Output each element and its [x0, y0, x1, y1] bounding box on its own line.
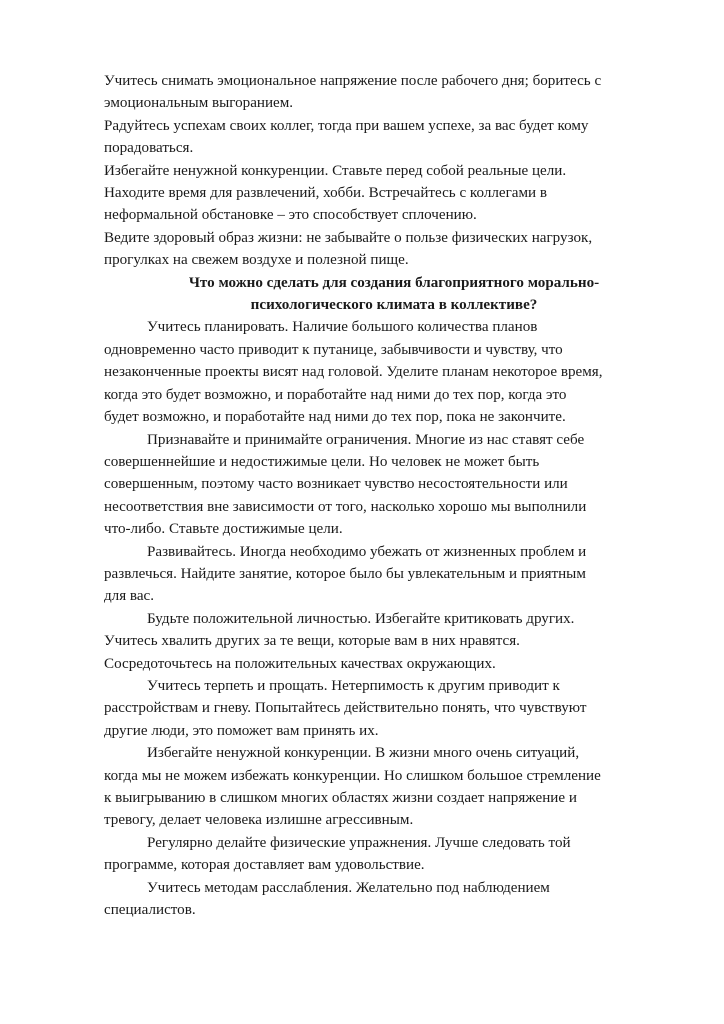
text-line: Учитесь планировать. Наличие большого количества планов [147, 319, 538, 336]
text-line: Сосредоточьтесь на положительных качествах окружающих. [104, 655, 496, 672]
text-line: эмоциональным выгоранием. [104, 95, 294, 112]
text-line: незаконченные проекты висят над головой. Уделите планам некоторое время, [104, 364, 603, 381]
paragraph-positive [104, 608, 684, 675]
text-line: программе, которая доставляет вам удовольствие. [104, 857, 425, 874]
paragraph-relaxation [104, 877, 684, 922]
text-line: неформальной обстановке – это способствует сплочению. [104, 207, 477, 224]
text-line: совершеннейшие и недостижимые цели. Но человек не может быть [104, 453, 540, 470]
text-line: Учитесь хвалить других за те вещи, которые вам в них нравятся. [104, 633, 520, 650]
text-line: Признавайте и принимайте ограничения. Многие из нас ставят себе [147, 431, 585, 448]
text-line: Находите время для развлечений, хобби. Встречайтесь с коллегами в [104, 185, 548, 202]
text-line: прогулках на свежем воздухе и полезной пище. [104, 252, 409, 269]
intro-block [104, 70, 684, 272]
text-line: для вас. [104, 588, 155, 605]
text-line: когда это будет возможно, и поработайте над ними до тех пор, когда это [104, 386, 567, 403]
heading-line: психологического климата в коллективе? [250, 297, 538, 314]
heading-line: Что можно сделать для создания благоприятного морально- [188, 274, 600, 291]
paragraph-planning [104, 316, 684, 428]
text-line: Избегайте ненужной конкуренции. Ставьте перед собой реальные цели. [104, 162, 567, 179]
text-line: Радуйтесь успехам своих коллег, тогда при вашем успехе, за вас будет кому [104, 117, 589, 134]
text-line: Развивайтесь. Иногда необходимо убежать от жизненных проблем и [147, 543, 587, 560]
text-line: будет возможно, и поработайте над ними до тех пор, пока не закончите. [104, 409, 566, 426]
text-line: к выигрыванию в слишком многих областях жизни создает напряжение и [104, 790, 577, 806]
text-line: специалистов. [104, 902, 196, 919]
text-line: Избегайте ненужной конкуренции. В жизни много очень ситуаций, [147, 745, 580, 762]
text-line: несоответствия вне зависимости от того, насколько хорошо мы выполнили [104, 498, 587, 515]
text-line: одновременно часто приводит к путанице, забывчивости и чувству, что [104, 341, 563, 358]
text-line: Ведите здоровый образ жизни: не забывайте о пользе физических нагрузок, [104, 229, 593, 246]
text-line: тревогу, делает человека излишне агрессивным. [104, 812, 414, 829]
text-line: Регулярно делайте физические упражнения. Лучше следовать той [147, 834, 571, 851]
text-line: развлечься. Найдите занятие, которое было бы увлекательным и приятным [104, 565, 586, 582]
section-heading [104, 272, 684, 317]
paragraph-develop [104, 541, 684, 608]
text-line: Учитесь терпеть и прощать. Нетерпимость к другим приводит к [147, 677, 560, 694]
paragraph-patience [104, 675, 684, 742]
text-line: расстройствам и гневу. Попытайтесь действительно понять, что чувствуют [104, 700, 587, 717]
text-line: Будьте положительной личностью. Избегайте критиковать других. [147, 610, 575, 627]
paragraph-exercise [104, 832, 684, 877]
text-line: порадоваться. [104, 140, 194, 157]
paragraph-limits [104, 429, 684, 541]
document-page [104, 70, 684, 921]
text-line: когда мы не можем избежать конкуренции. Но слишком большое стремление [104, 767, 601, 784]
paragraph-competition [104, 742, 684, 832]
text-line: Учитесь методам расслабления. Желательно под наблюдением [147, 879, 550, 896]
text-line: что-либо. Ставьте достижимые цели. [104, 521, 343, 538]
text-line: Учитесь снимать эмоциональное напряжение после рабочего дня; боритесь с [104, 73, 602, 89]
text-line: совершенным, поэтому часто возникает чувство несостоятельности или [104, 476, 568, 493]
text-line: другие люди, это поможет вам принять их. [104, 722, 379, 739]
